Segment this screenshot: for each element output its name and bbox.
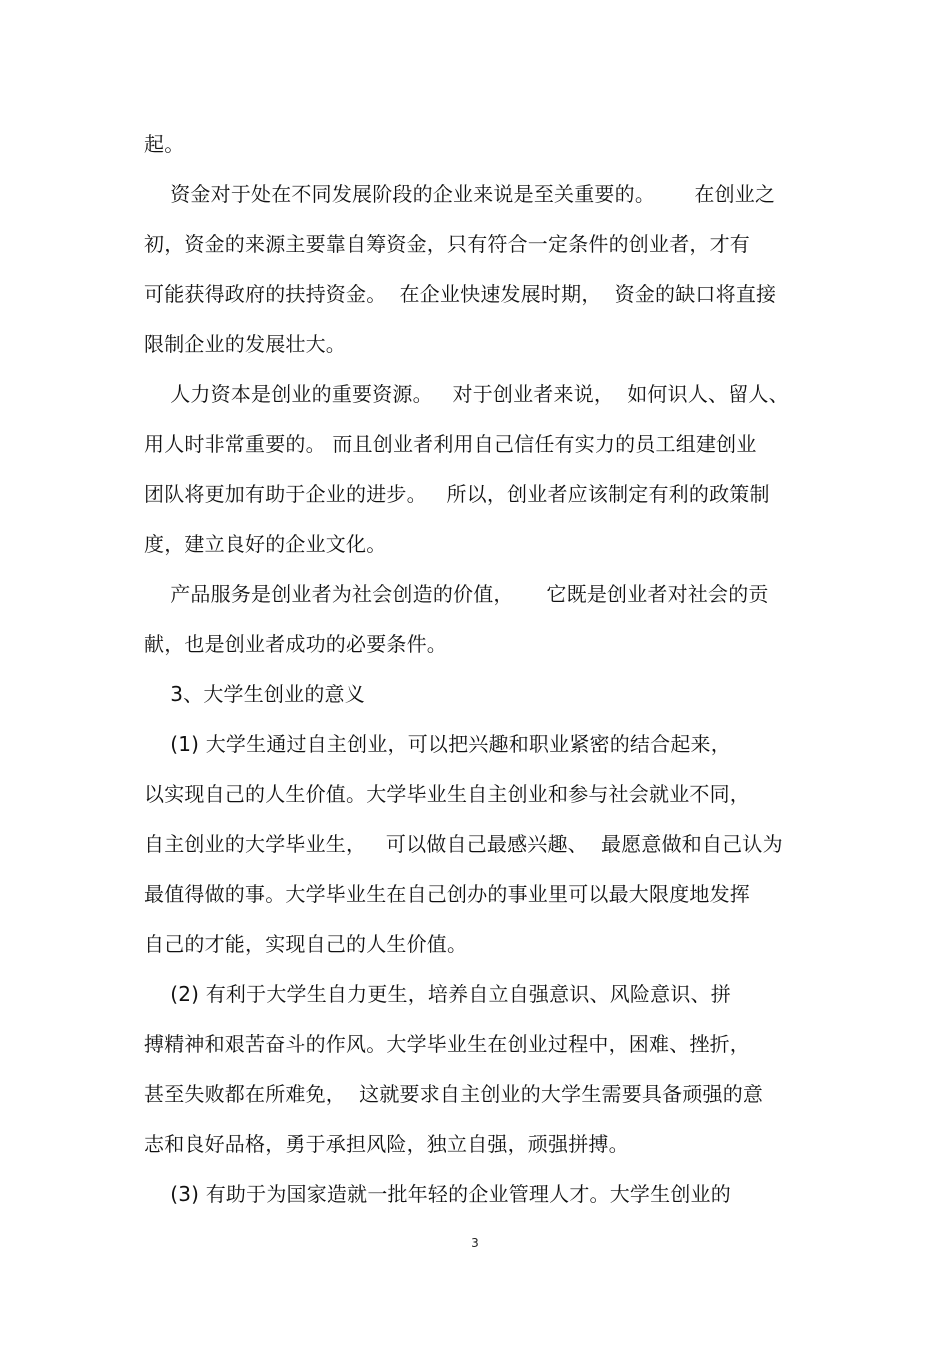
text-line: 可能获得政府的扶持资金。 在企业快速发展时期， 资金的缺口将直接 <box>144 282 777 306</box>
text-line: 团队将更加有助于企业的进步。 所以，创业者应该制定有利的政策制 <box>144 482 770 506</box>
page-number: 3 <box>471 1236 479 1250</box>
text-line: 起。 <box>144 132 185 156</box>
section-heading: 3、大学生创业的意义 <box>144 682 365 706</box>
text-line: 用人时非常重要的。 而且创业者利用自己信任有实力的员工组建创业 <box>144 432 757 456</box>
text-line: (2) 有利于大学生自力更生，培养自立自强意识、风险意识、拼 <box>144 982 731 1006</box>
text-line: 自主创业的大学毕业生， 可以做自己最感兴趣、 最愿意做和自己认为 <box>144 832 783 856</box>
text-line: 搏精神和艰苦奋斗的作风。大学毕业生在创业过程中，困难、挫折， <box>144 1032 750 1056</box>
text-line: 人力资本是创业的重要资源。 对于创业者来说， 如何识人、留人、 <box>144 382 789 406</box>
text-line: 资金对于处在不同发展阶段的企业来说是至关重要的。 在创业之 <box>144 182 776 206</box>
text-line: (1) 大学生通过自主创业，可以把兴趣和职业紧密的结合起来， <box>144 732 731 756</box>
text-line: 献，也是创业者成功的必要条件。 <box>144 632 447 656</box>
text-line: 最值得做的事。大学毕业生在自己创办的事业里可以最大限度地发挥 <box>144 882 750 906</box>
text-line: 志和良好品格，勇于承担风险，独立自强，顽强拼搏。 <box>144 1132 629 1156</box>
text-line: 以实现自己的人生价值。大学毕业生自主创业和参与社会就业不同， <box>144 782 750 806</box>
text-line: 初，资金的来源主要靠自筹资金，只有符合一定条件的创业者，才有 <box>144 232 750 256</box>
text-line: 度，建立良好的企业文化。 <box>144 532 387 556</box>
text-line: 甚至失败都在所难免， 这就要求自主创业的大学生需要具备顽强的意 <box>144 1082 764 1106</box>
text-line: (3) 有助于为国家造就一批年轻的企业管理人才。大学生创业的 <box>144 1182 731 1206</box>
text-line: 产品服务是创业者为社会创造的价值， 它既是创业者对社会的贡 <box>144 582 769 606</box>
text-line: 自己的才能，实现自己的人生价值。 <box>144 932 468 956</box>
text-line: 限制企业的发展壮大。 <box>144 332 346 356</box>
